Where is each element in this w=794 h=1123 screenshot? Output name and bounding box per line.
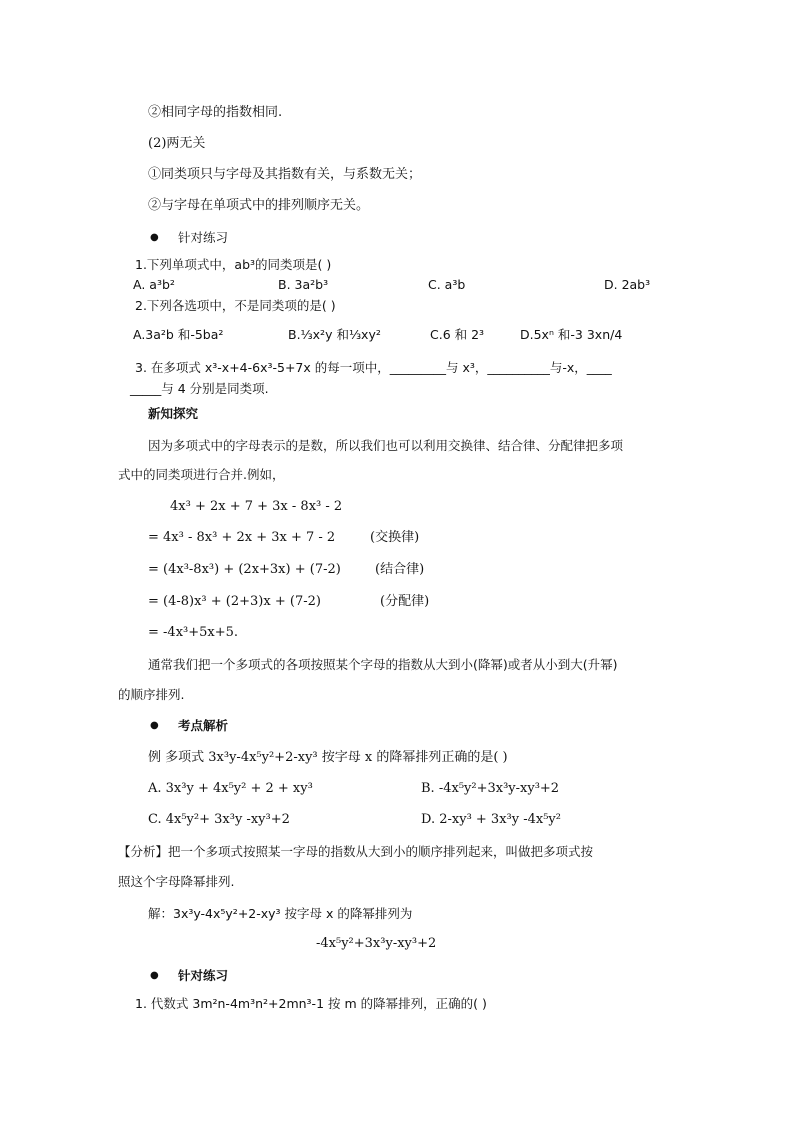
option-a: A. 3x³y + 4x⁵y² + 2 + xy³ — [148, 781, 313, 796]
analysis-line: 【分析】把一个多项式按照某一字母的指数从大到小的顺序排列起来，叫做把多项式按 — [118, 844, 594, 859]
bullet-icon: ● — [150, 970, 159, 981]
question-1: 1. 代数式 3m²n-4m³n²+2mn³-1 按 m 的降幂排列，正确的( ) — [135, 996, 487, 1011]
question-3: 3. 在多项式 x³-x+4-6x³-5+7x 的每一项中，_________与 x³，__________与-x，____ — [135, 360, 612, 375]
text-line: ②与字母在单项式中的排列顺序无关。 — [148, 198, 370, 213]
option-a: A. a³b² — [133, 277, 175, 292]
paragraph-line: 的顺序排列. — [118, 687, 185, 702]
option-d: D. 2-xy³ + 3x³y -4x⁵y² — [421, 812, 561, 827]
question-1: 1.下列单项式中，ab³的同类项是( ) — [135, 257, 332, 272]
bullet-icon: ● — [150, 720, 159, 731]
option-a: A.3a²b 和-5ba² — [133, 327, 224, 342]
option-c: C. a³b — [428, 277, 466, 292]
option-b: B. 3a²b³ — [278, 277, 329, 292]
text-line: ②相同字母的指数相同. — [148, 105, 283, 120]
question-2: 2.下列各选项中，不是同类项的是( ) — [135, 298, 336, 313]
solution-line: 解：3x³y-4x⁵y²+2-xy³ 按字母 x 的降幂排列为 — [148, 906, 413, 921]
equation-line: 4x³ + 2x + 7 + 3x - 8x³ - 2 — [170, 499, 343, 514]
example-question: 例 多项式 3x³y-4x⁵y²+2-xy³ 按字母 x 的降幂排列正确的是( ) — [148, 750, 508, 765]
equation-note: (结合律) — [375, 562, 425, 577]
equation-line: = (4-8)x³ + (2+3)x + (7-2) — [148, 594, 321, 609]
equation-line: = (4x³-8x³) + (2x+3x) + (7-2) — [148, 562, 341, 577]
option-b: B. -4x⁵y²+3x³y-xy³+2 — [421, 781, 560, 796]
option-c: C. 4x⁵y²+ 3x³y -xy³+2 — [148, 812, 290, 827]
paragraph-line: 因为多项式中的字母表示的是数，所以我们也可以利用交换律、结合律、分配律把多项 — [148, 438, 624, 453]
text-line: (2)两无关 — [148, 136, 206, 151]
bullet-icon: ● — [150, 232, 159, 243]
option-d: D. 2ab³ — [604, 277, 651, 292]
equation-line: = -4x³+5x+5. — [148, 625, 239, 640]
equation-note: (分配律) — [380, 594, 430, 609]
question-3-cont: _____与 4 分别是同类项. — [130, 381, 269, 396]
option-b: B.⅓x²y 和⅓xy² — [288, 327, 381, 342]
option-d: D.5xⁿ 和-3 3xn/4 — [520, 327, 623, 342]
section-heading: 考点解析 — [178, 718, 229, 733]
analysis-line: 照这个字母降幂排列. — [118, 874, 235, 889]
equation-note: (交换律) — [370, 530, 420, 545]
paragraph-line: 通常我们把一个多项式的各项按照某个字母的指数从大到小(降幂)或者从小到大(升幂) — [148, 657, 618, 672]
solution-result: -4x⁵y²+3x³y-xy³+2 — [316, 936, 437, 951]
text-line: ①同类项只与字母及其指数有关，与系数无关； — [148, 167, 422, 182]
section-heading: 针对练习 — [178, 230, 229, 245]
section-heading: 新知探究 — [148, 406, 199, 421]
option-c: C.6 和 2³ — [430, 327, 485, 342]
paragraph-line: 式中的同类项进行合并.例如， — [118, 467, 285, 482]
section-heading: 针对练习 — [178, 968, 229, 983]
equation-line: = 4x³ - 8x³ + 2x + 3x + 7 - 2 — [148, 530, 336, 545]
